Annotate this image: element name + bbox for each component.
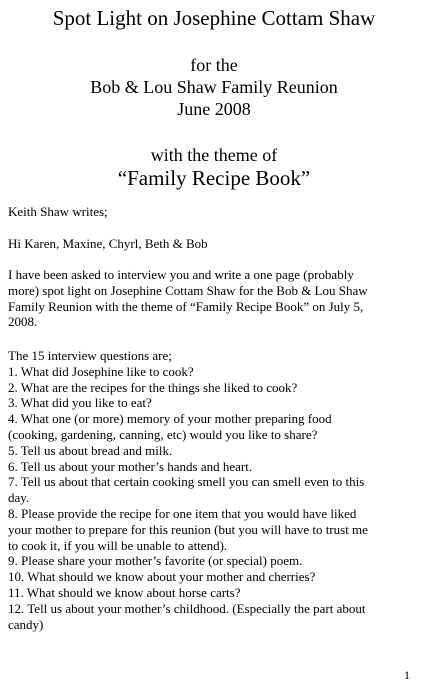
intro-line: I have been asked to interview you and write a one page (probably (8, 267, 354, 282)
page-number: 1 (404, 668, 410, 682)
question-line: day. (8, 490, 30, 506)
intro-line: Family Reunion with the theme of “Family Recipe Book” on July 5, (8, 298, 364, 314)
greeting-line: Hi Karen, Maxine, Chyrl, Beth & Bob (8, 236, 208, 251)
intro-line: more) spot light on Josephine Cottam Shaw for the Bob & Lou Shaw (8, 282, 368, 298)
questions-heading: The 15 interview questions are; (8, 348, 172, 363)
subtitle-for-the: for the (190, 55, 238, 75)
writer-line: Keith Shaw writes; (8, 204, 108, 219)
question-line: candy) (8, 616, 44, 632)
question-line: 4. What one (or more) memory of your mother preparing food (8, 411, 332, 427)
question-line: 9. Please share your mother’s favorite (or special) poem. (8, 553, 303, 569)
question-line: 7. Tell us about that certain cooking smell you can smell even to this (8, 474, 365, 490)
question-line: 11. What should we know about horse carts? (8, 584, 241, 600)
question-line: 8. Please provide the recipe for one item that you would have liked (8, 505, 357, 521)
document-title: Spot Light on Josephine Cottam Shaw (52, 6, 376, 30)
theme-title: “Family Recipe Book” (117, 166, 311, 190)
questions-list (8, 348, 420, 632)
question-line: 3. What did you like to eat? (8, 395, 152, 411)
question-line: to cook it, if you will be unable to attend). (8, 537, 228, 553)
theme-intro: with the theme of (150, 145, 278, 165)
question-line: 12. Tell us about your mother’s childhood. (Especially the part about (8, 600, 366, 616)
intro-paragraph (8, 267, 420, 330)
question-line: 10. What should we know about your mother and cherries? (8, 569, 316, 585)
question-line: 1. What did Josephine like to cook? (8, 363, 194, 379)
intro-line: 2008. (8, 314, 38, 330)
question-line: 2. What are the recipes for the things she liked to cook? (8, 379, 298, 395)
subtitle-reunion-name: Bob & Lou Shaw Family Reunion (90, 77, 338, 97)
question-line: (cooking, gardening, canning, etc) would you like to share? (8, 426, 318, 442)
question-line: 6. Tell us about your mother’s hands and heart. (8, 458, 253, 474)
question-line: your mother to prepare for this reunion (but you will have to trust me (8, 521, 368, 537)
subtitle-date: June 2008 (177, 99, 251, 119)
question-line: 5. Tell us about bread and milk. (8, 442, 173, 458)
